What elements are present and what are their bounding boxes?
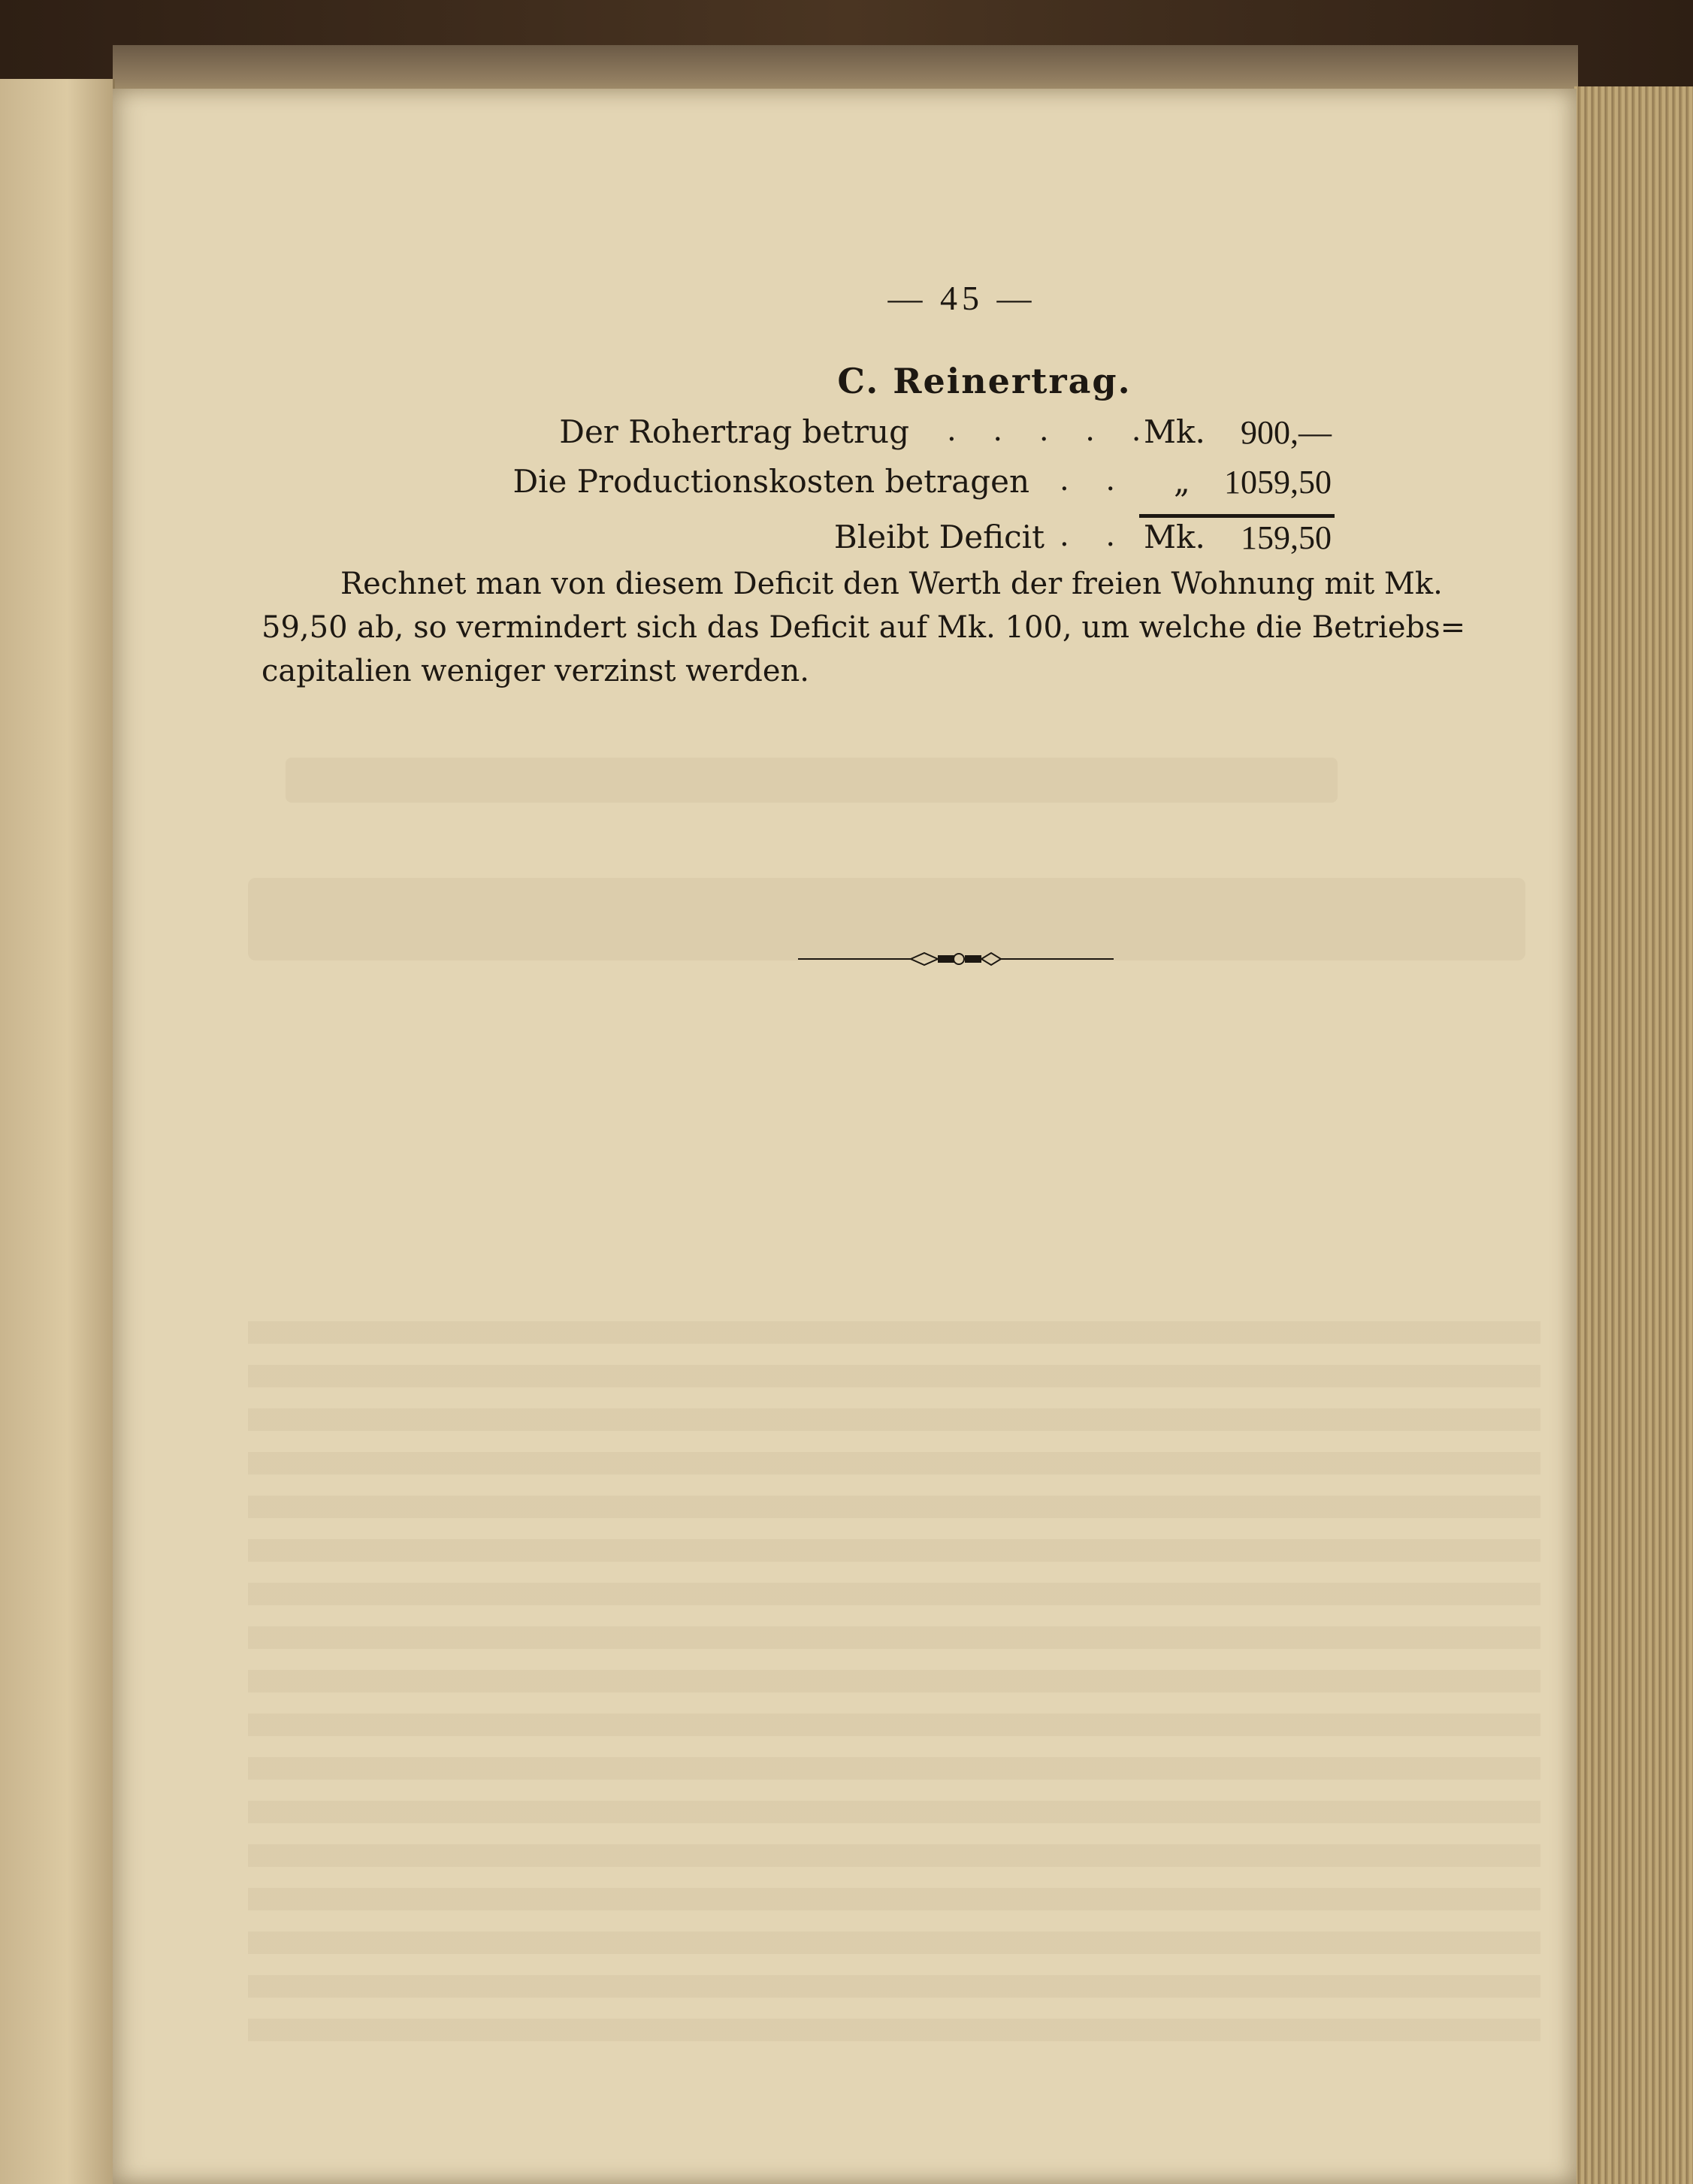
- left-page-edge: [0, 79, 115, 2184]
- page-number: — 45 —: [887, 279, 1036, 317]
- ledger-label-gross-yield: Der Rohertrag betrug: [559, 413, 909, 450]
- paragraph-line: capitalien weniger verzinst werden.: [262, 654, 810, 688]
- ledger-dots: . .: [1060, 463, 1129, 498]
- book-page: [113, 89, 1577, 2184]
- bleed-through-title: [248, 878, 1525, 960]
- ledger-unit: Mk.: [1144, 413, 1205, 450]
- ledger-value-production-costs: 1059,50: [1224, 464, 1332, 501]
- page-block-edge: [1574, 86, 1693, 2184]
- bleed-through-body: [248, 1321, 1540, 2043]
- ledger-dots: . . . . .: [947, 413, 1155, 448]
- sum-rule: [1139, 514, 1335, 518]
- section-title: C. Reinertrag.: [837, 361, 1132, 401]
- ledger-label-production-costs: Die Productionskosten betragen: [512, 463, 1029, 500]
- ledger-label-deficit: Bleibt Deficit: [833, 519, 1045, 555]
- body-paragraph: [262, 562, 1466, 693]
- section-divider-ornament: [798, 950, 1114, 971]
- paragraph-line: 59,50 ab, so vermindert sich das Deficit auf Mk. 100, um welche die Betriebs=: [262, 610, 1466, 645]
- ledger-value-gross-yield: 900,—: [1241, 414, 1332, 451]
- ledger-unit: Mk.: [1144, 519, 1205, 555]
- paragraph-line: Rechnet man von diesem Deficit den Werth der freien Wohnung mit Mk.: [340, 567, 1443, 601]
- ledger-dots: . .: [1060, 519, 1129, 553]
- ledger-value-deficit: 159,50: [1241, 519, 1332, 556]
- ledger-unit: „: [1174, 463, 1190, 500]
- bleed-through-heading: [286, 758, 1338, 803]
